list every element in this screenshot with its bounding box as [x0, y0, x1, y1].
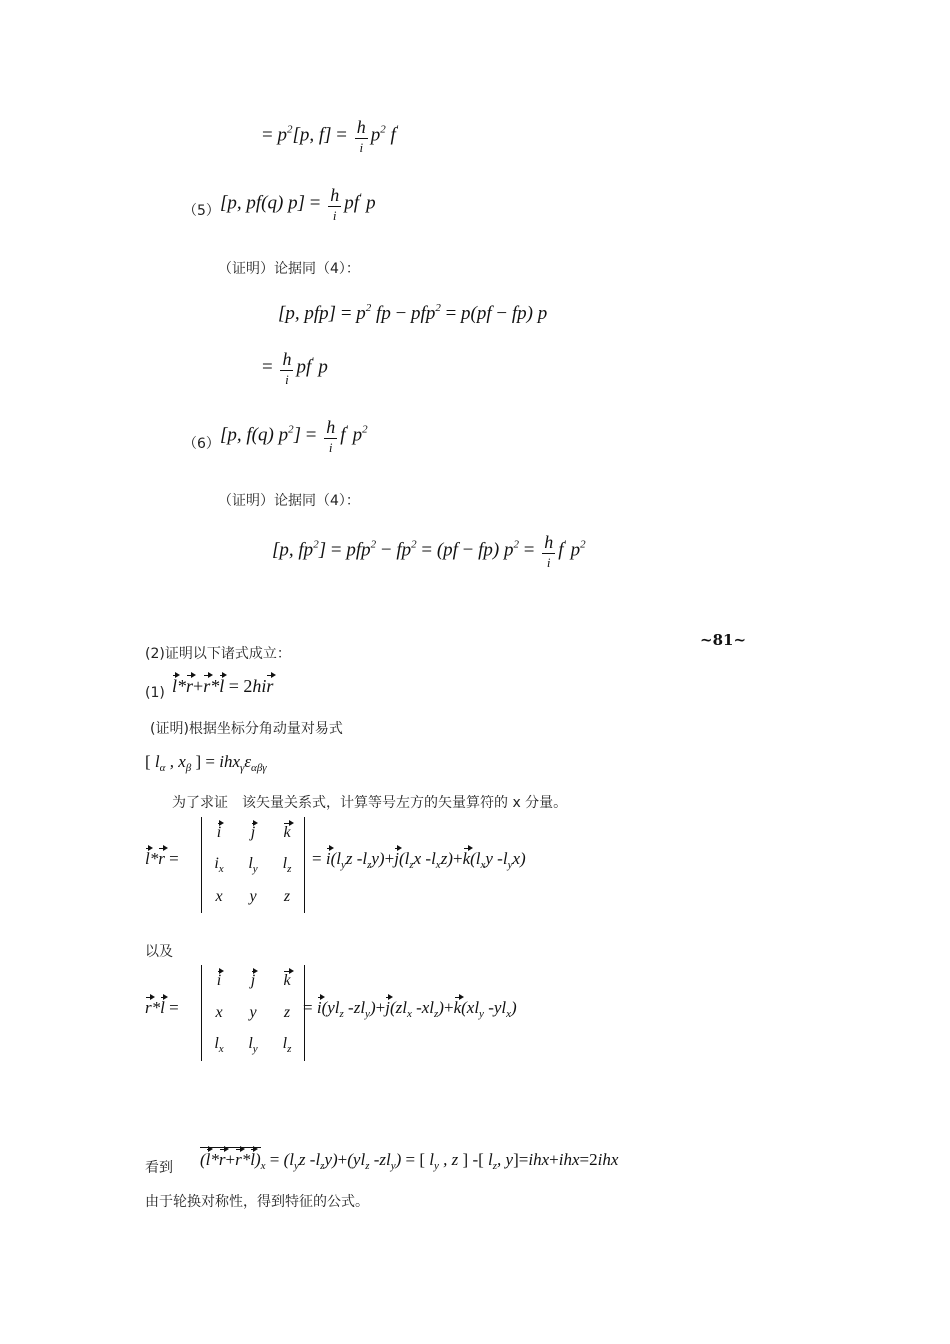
- determinant-2: i j k x y z $l_x$ $l_y$ $l_z$: [201, 965, 305, 1061]
- cross-product-rhs-2: = $i(yl_z$ $-zl_y)+j(zl_x$ $-xl_z)+k(xl_y$ $-yl_x$): [303, 998, 517, 1020]
- det1-k: k: [283, 824, 291, 841]
- equation-proof-5: [p, $pfp] = p^2$ fp − pfp$^2$ = p(pf − fp) p: [278, 302, 548, 324]
- word-and: 以及: [145, 944, 173, 960]
- equation-proof-5-result: = $\frac{h}{i}$ pf′ p: [262, 349, 328, 387]
- proof-intro: (证明)根据坐标分角动量对易式: [150, 721, 343, 737]
- word-see: 看到: [145, 1160, 173, 1176]
- section-2-title: (2)证明以下诸式成立：: [145, 646, 291, 662]
- conclusion: 由于轮换对称性，得到特征的公式。: [145, 1194, 369, 1210]
- item-6-label: （6）: [183, 436, 220, 452]
- page-number: ~81~: [700, 631, 747, 649]
- x-component-equation: $(l*r+r*l)_x = (l_yz$ $-l_zy)+(yl_z$ $-zl_y$) = [ $l_y$ , z ] -[ $l_z$, y]=ihx+ihx=2ihx: [200, 1150, 618, 1172]
- proof-note-2: （证明）论据同（4）：: [218, 493, 360, 509]
- cross-product-rhs-1: = $i(l_yz$ $-l_zy)+j(l_zx$ $-l_xz)+k(l_xy$ $-l_yx$): [312, 849, 526, 871]
- proof-note-1: （证明）论据同（4）：: [218, 261, 360, 277]
- equation-proof-6: [p, $fp^2] = pfp^2 - fp^2 = (pf - fp) p^2$ = $\frac{h}{i}$ f′ $p^2$: [272, 532, 586, 570]
- item-5-label: （5）: [183, 203, 220, 219]
- determinant-1: i j k $i_x$ $l_y$ $l_z$ x y z: [201, 817, 305, 913]
- det1-j: j: [250, 824, 256, 841]
- cross-product-lhs-2: r*l =: [145, 998, 179, 1017]
- cross-product-lhs-1: l*r =: [145, 849, 179, 868]
- equation-item-1: l*r+r*l = 2hir: [172, 676, 274, 696]
- commutator-formula: [ $l_\alpha$ , $x_\beta$ ] = $ihx_\gamma\varepsilon_{\alpha\beta\gamma}$: [145, 752, 267, 774]
- item-1-label: (1): [145, 685, 165, 701]
- equation-line-1: = $p^2[p$, f] = $\frac{h}{i}$ $p^2$ f′: [262, 117, 399, 155]
- equation-item-6: [p, f(q) $p^2$] = $\frac{h}{i}$ f′ $p^2$: [220, 417, 368, 455]
- equation-item-5: [p, pf(q) p] = $\frac{h}{i}$ pf′ p: [220, 185, 376, 223]
- det1-i: i: [216, 824, 222, 841]
- goal-paragraph: 为了求证 该矢量关系式，计算等号左方的矢量算符的 x 分量。: [172, 795, 568, 811]
